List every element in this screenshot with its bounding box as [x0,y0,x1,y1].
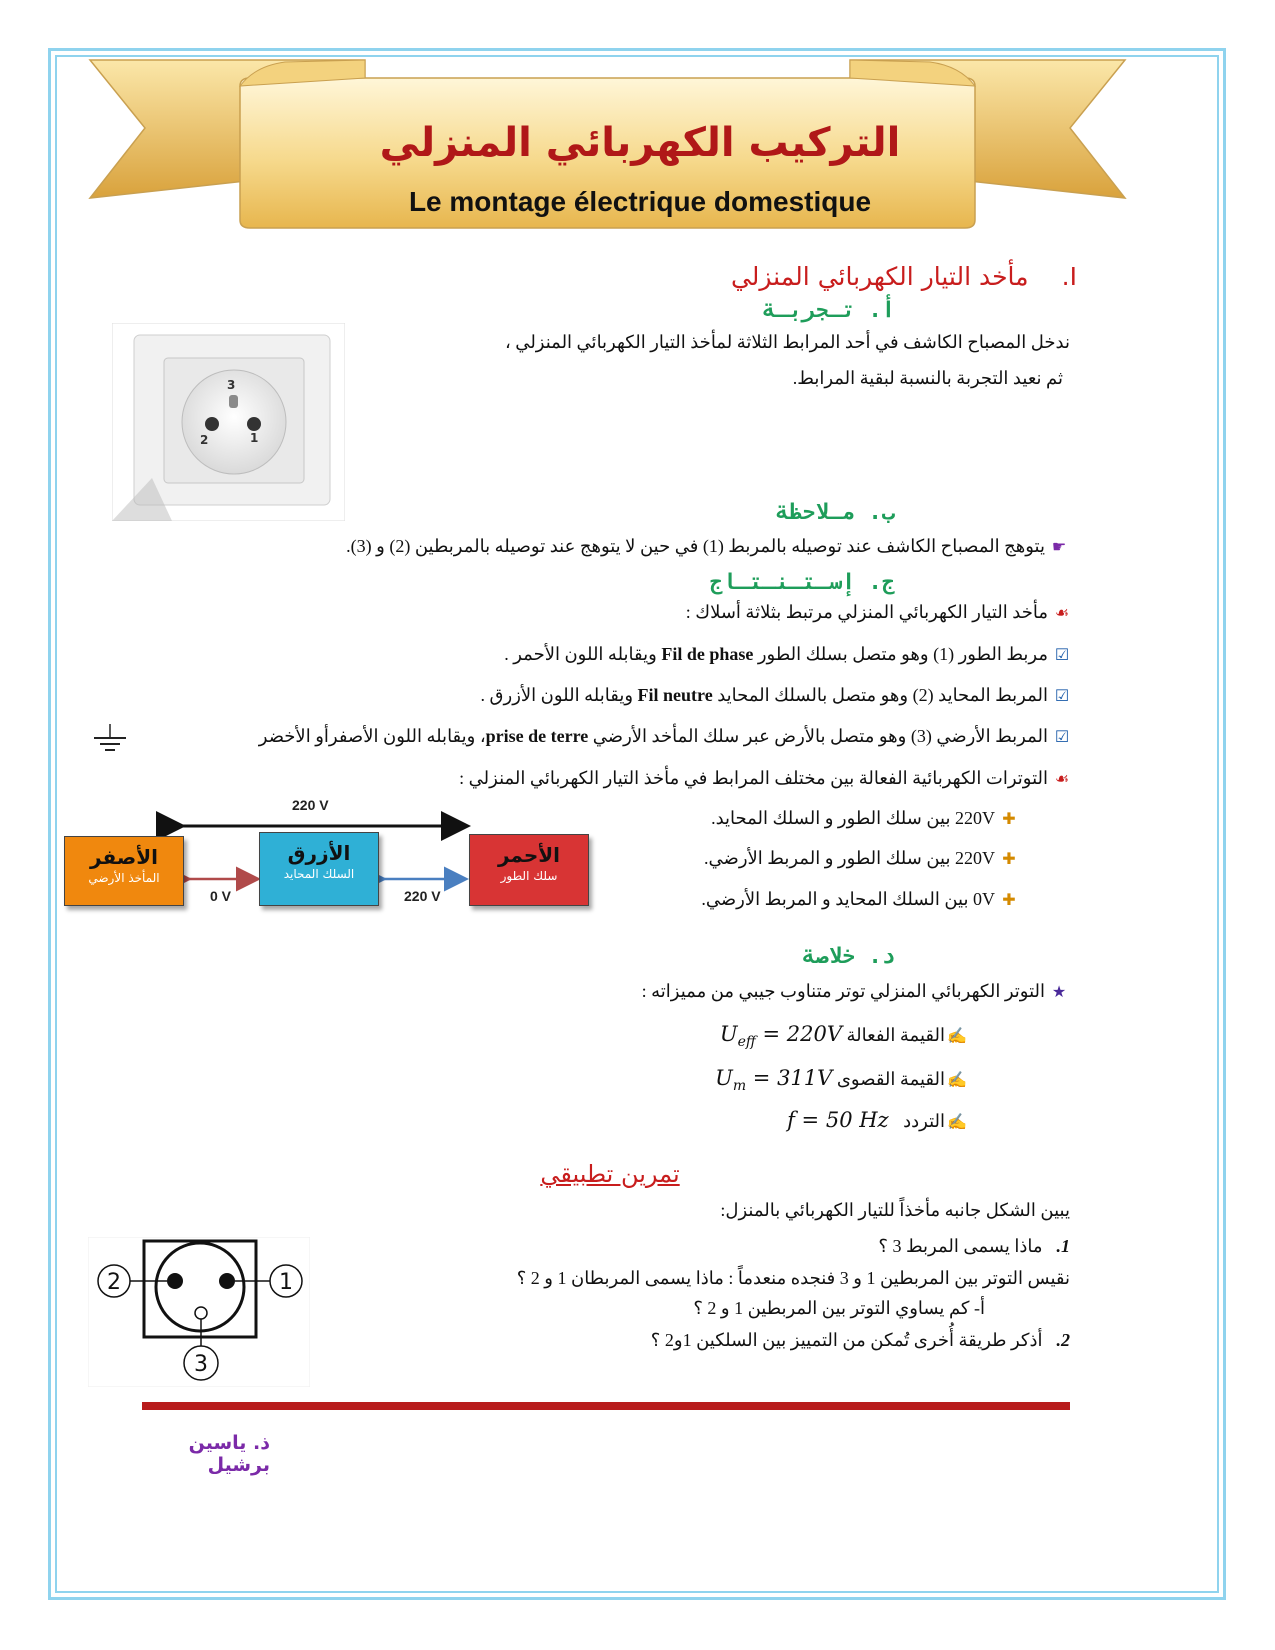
scroll-bullet-icon: ☙ [1054,771,1070,788]
figure-terminal-1: 1 [279,1270,293,1295]
conclusion-intro-text: مأخد التيار الكهربائي المنزلي مرتبط بثلاثة أسلاك : [685,602,1048,622]
observation-line [346,536,1067,557]
exercise-title: تمرين تطبيقي [540,1160,680,1188]
socket-pin-1-label: 1 [250,431,259,445]
summary-item-effective: ✍القيمة الفعالة $U_{eff} = 220V$ [719,1022,967,1051]
summary-label: د. خلاصة [802,944,895,969]
neutral-wire-box: الأزرق السلك المحايد [259,832,379,906]
formula-f: f = 50 Hz [787,1108,889,1132]
pen-icon: ✍ [947,1072,967,1089]
experiment-line-1: ندخل المصباح الكاشف في أحد المرابط الثلاثة لمأخذ التيار الكهربائي المنزلي ، [505,332,1070,352]
pen-icon: ✍ [947,1028,967,1045]
page-subtitle: Le montage électrique domestique [408,186,872,217]
exercise-socket-figure [88,1237,310,1387]
experiment-line-2: ثم نعيد التجربة بالنسبة لبقية المرابط. [792,368,1063,388]
plus-bullet-icon: ✚ [1002,811,1016,828]
conclusion-intro [686,602,1070,623]
author-signature: ذ. ياسين برشيل [188,1432,270,1476]
voltage-label-left: 0 V [210,888,232,904]
exercise-intro: يبين الشكل جانبه مأخذاً للتيار الكهربائي بالمنزل: [720,1200,1070,1220]
voltage-label-right: 220 V [404,888,441,904]
section-1-heading [477,262,1077,291]
socket-photo [112,323,345,521]
voltage-item: ✚0V بين السلك المحايد و المربط الأرضي. [701,889,1016,909]
formula-u-m: $U_m = 311V$ [715,1066,833,1095]
conclusion-label: ج. إسـتـنـتـاج [709,570,895,595]
summary-item-frequency: ✍التردد f = 50 Hz [787,1108,967,1132]
voltages-intro [459,768,1070,789]
earth-wire-box: الأصفر المأخذ الأرضي [64,836,184,906]
exercise-q1c: أ- كم يساوي التوتر بين المربطين 1 و 2 ؟ [693,1298,985,1318]
experiment-label: أ. تـجربـة [762,298,895,323]
summary-item-max: ✍القيمة القصوى $U_m = 311V$ [715,1066,967,1095]
section-1-title: مأخد التيار الكهربائي المنزلي [730,262,1029,291]
voltages-intro-text: التوترات الكهربائية الفعالة بين مختلف المرابط في مأخذ التيار الكهربائي المنزلي : [459,768,1048,788]
footer-bar [142,1402,1070,1410]
ground-symbol-icon [90,722,130,758]
checkbox-icon: ☑ [1054,647,1070,664]
summary-intro [642,981,1067,1002]
plus-bullet-icon: ✚ [1002,851,1016,868]
pen-icon: ✍ [947,1114,967,1131]
phase-wire-box: الأحمر سلك الطور [469,834,589,906]
page-title: التركيب الكهربائي المنزلي [379,120,901,166]
plus-bullet-icon: ✚ [1002,892,1016,909]
star-icon: ★ [1051,984,1067,1001]
checkbox-icon: ☑ [1054,729,1070,746]
voltage-label-top: 220 V [292,797,329,813]
scroll-bullet-icon: ☙ [1054,605,1070,622]
exercise-q2: 2.أذكر طريقة أُخرى تُمكن من التمييز بين السلكين 1و2 ؟ [650,1330,1070,1350]
observation-label: ب. مـلاحظة [775,500,895,525]
exercise-q1b: نقيس التوتر بين المربطين 1 و 3 فنجده منعدماً : ماذا يسمى المربطان 1 و 2 ؟ [516,1268,1070,1288]
section-1-numeral: I. [1061,262,1077,291]
figure-terminal-3: 3 [194,1352,208,1377]
voltage-item: ✚220V بين سلك الطور و المربط الأرضي. [704,848,1016,868]
wire-item-neutral: ☑المربط المحايد (2) وهو متصل بالسلك المحايد Fil neutre ويقابله اللون الأزرق . [480,685,1070,705]
socket-pin-2-label: 2 [200,433,209,447]
checkbox-icon: ☑ [1054,688,1070,705]
wire-item-phase: ☑مربط الطور (1) وهو متصل بسلك الطور Fil de phase ويقابله اللون الأحمر . [504,644,1070,664]
exercise-q1: 1.ماذا يسمى المربط 3 ؟ [878,1236,1070,1256]
voltage-item: ✚220V بين سلك الطور و السلك المحايد. [711,808,1016,828]
hand-pointer-icon: ☛ [1051,539,1067,556]
summary-intro-text: التوتر الكهربائي المنزلي توتر متناوب جيبي من مميزاته : [641,981,1045,1001]
wire-item-earth: ☑المربط الأرضي (3) وهو متصل بالأرض عبر سلك المأخد الأرضي prise de terre، ويقابله اللون الأصفرأو الأخضر [258,726,1070,746]
figure-terminal-2: 2 [107,1270,121,1295]
formula-u-eff: $U_{eff} = 220V$ [719,1022,843,1051]
observation-text: يتوهج المصباح الكاشف عند توصيله بالمربط (1) في حين لا يتوهج عند توصيله بالمربطين (2) و (3). [346,536,1045,556]
socket-pin-3-label: 3 [227,378,236,392]
